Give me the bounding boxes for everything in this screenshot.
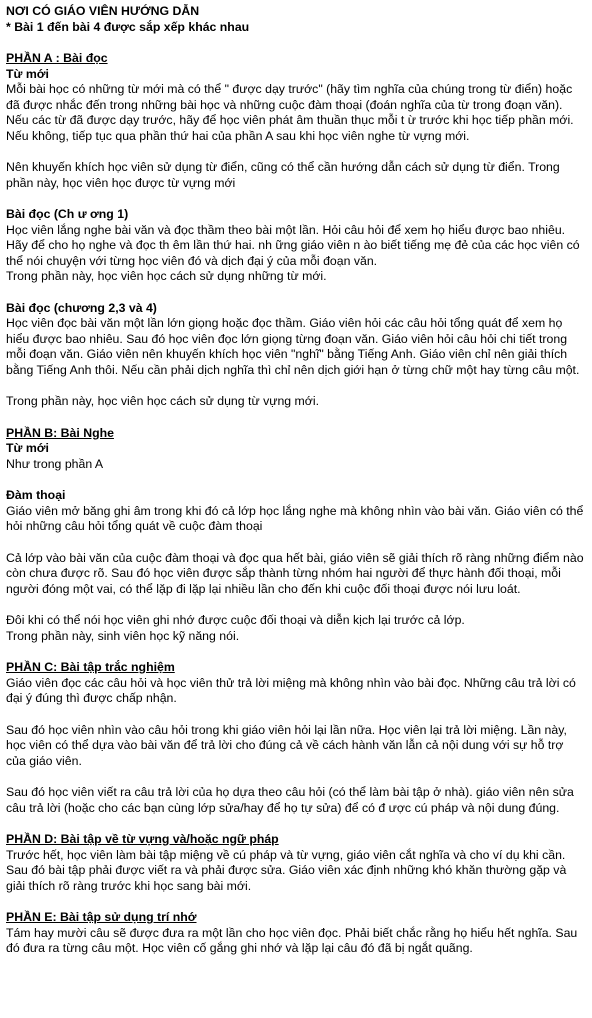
part-a-reading2-paragraph-2: Trong phần này, học viên học cách sử dụng từ vựng mới. (6, 394, 320, 408)
part-c-paragraph-3: Sau đó học viên viết ra câu trả lời của họ dựa theo câu hỏi (có thể làm bài tập ở nhà). giáo viên nên sửa câu trả lời (hoặc cho các bạn cùng lớp sửa/hay để họ tự sửa) để có đ ược cú pháp và nội dung đúng. (6, 785, 574, 815)
part-d-title: PHẦN D: Bài tập về từ vựng và/hoặc ngữ pháp (6, 832, 279, 846)
part-c-paragraph-2: Sau đó học viên nhìn vào câu hỏi trong khi giáo viên hỏi lại lần nữa. Học viên lại trả lời miệng. Lần này, học viên có thể dựa vào bài văn để trả lời cho đúng cả về cách hành văn lẫn cả nội dung với sự hỗ trợ của giáo viên. (6, 722, 567, 768)
part-a-title: PHẦN A : Bài đọc (6, 51, 108, 65)
document-note: * Bài 1 đến bài 4 được sắp xếp khác nhau (6, 19, 250, 34)
part-b-dialogue-paragraph-2: Cả lớp vào bài văn của cuộc đàm thoại và đọc qua hết bài, giáo viên sẽ giải thích rõ ràng những điểm nào còn chưa được rõ. Sau đó học viên được sắp thành từng nhóm hai người để thực hành đối thoại, mỗi người đóng một vai, có thể lặp đi lặp lại nhiều lần cho đến khi cuộc đối thoại được nói lưu loát. (6, 550, 584, 596)
part-a-new-words-paragraph-2: Nên khuyến khích học viên sử dụng từ điển, cũng có thể cần hướng dẫn cách sử dụng từ điển. Trong phần này, học viên học được từ vựng mới (6, 160, 560, 190)
part-b-dialogue-heading: Đàm thoại (6, 488, 66, 502)
part-a-new-words-paragraph-1: Mỗi bài học có những từ mới mà có thể " được dạy trước" (hãy tìm nghĩa của chúng trong từ điển) hoặc đã được nhắc đến trong những bài học và những cuộc đàm thoại (đoán nghĩa của từ trong đoạn văn). Nếu các từ đã được dạy trước, hãy để học viên phát âm thuần thục mỗi t ừ trước khi học tiếp phần mới. Nếu không, tiếp tục qua phần thứ hai của phần A sau khi học viên nghe từ vựng mới. (6, 82, 574, 143)
part-a-reading1-paragraph-1: Học viên lắng nghe bài văn và đọc thầm theo bài một lần. Hỏi câu hỏi để xem họ hiểu được bao nhiêu. Hãy để cho họ nghe và đọc th êm lần thứ hai. nh ững giáo viên n ào biết tiếng mẹ đẻ của các học viên có thể nói chuyện với từng học viên đó và dịch đại ý của mỗi đoạn văn. (6, 222, 580, 268)
part-a-reading2-heading: Bài đọc (chương 2,3 và 4) (6, 300, 157, 315)
part-a-reading2-paragraph-1: Học viên đọc bài văn một lần lớn giọng hoặc đọc thầm. Giáo viên hỏi các câu hỏi tổng quát để xem họ hiểu được bao nhiêu. Sau đó học viên đọc lớn giọng từng đoạn văn. Giáo viên hỏi câu hỏi chi tiết trong mỗi đoạn văn. Giáo viên nên khuyến khích học viên "nghĩ" bằng Tiếng Anh. Giáo viên chỉ nên giải thích bằng Tiếng Anh thôi. Nếu cần phải dịch nghĩa thì chỉ nên dịch giới hạn ở từng chữ một hay từng câu một. (6, 316, 580, 377)
part-e-title: PHẦN E: Bài tập sử dụng trí nhớ (6, 910, 197, 924)
part-b-new-words-heading: Từ mới (6, 441, 49, 455)
part-e-paragraph-1: Tám hay mười câu sẽ được đưa ra một lần cho học viên đọc. Phải biết chắc rằng họ hiểu hết nghĩa. Sau đó đưa ra từng câu một. Học viên cố gắng ghi nhớ và lặp lại câu đó đã bị ngắt quãng. (6, 925, 578, 955)
part-b-dialogue-paragraph-4: Trong phần này, sinh viên học kỹ năng nói. (6, 628, 240, 643)
part-a-new-words-heading: Từ mới (6, 66, 49, 81)
part-b-new-words-paragraph: Như trong phần A (6, 456, 104, 471)
part-b-title: PHẦN B: Bài Nghe (6, 425, 114, 440)
part-b-dialogue-paragraph-1: Giáo viên mở băng ghi âm trong khi đó cả lớp học lắng nghe mà không nhìn vào bài văn. Giáo viên có thể hỏi những câu hỏi tổng quát về cuộc đàm thoại (6, 503, 584, 533)
part-d-paragraph-1: Trước hết, học viên làm bài tập miệng về cú pháp và từ vựng, giáo viên cắt nghĩa và cho ví dụ khi cần. Sau đó bài tập phải được viết ra và phải được sửa. Giáo viên xác định những khó khăn thường gặp và giải thích rõ ràng trước khi học sang bài mới. (6, 847, 567, 893)
part-a-reading1-heading: Bài đọc (Ch ư ơng 1) (6, 207, 129, 221)
part-b-dialogue-paragraph-3: Đôi khi có thể nói học viên ghi nhớ được cuộc đối thoại và diễn kịch lại trước cả lớp. (6, 613, 465, 627)
part-a-reading1-paragraph-2: Trong phần này, học viên học cách sử dụng những từ mới. (6, 269, 327, 283)
document-title: NƠI CÓ GIÁO VIÊN HƯỚNG DẪN (6, 4, 200, 18)
part-c-paragraph-1: Giáo viên đọc các câu hỏi và học viên thử trả lời miệng mà không nhìn vào bài đọc. Những câu trả lời có đại ý đúng thì được chấp nhận. (6, 675, 576, 705)
part-c-title: PHẦN C: Bài tập trắc nghiệm (6, 660, 175, 674)
